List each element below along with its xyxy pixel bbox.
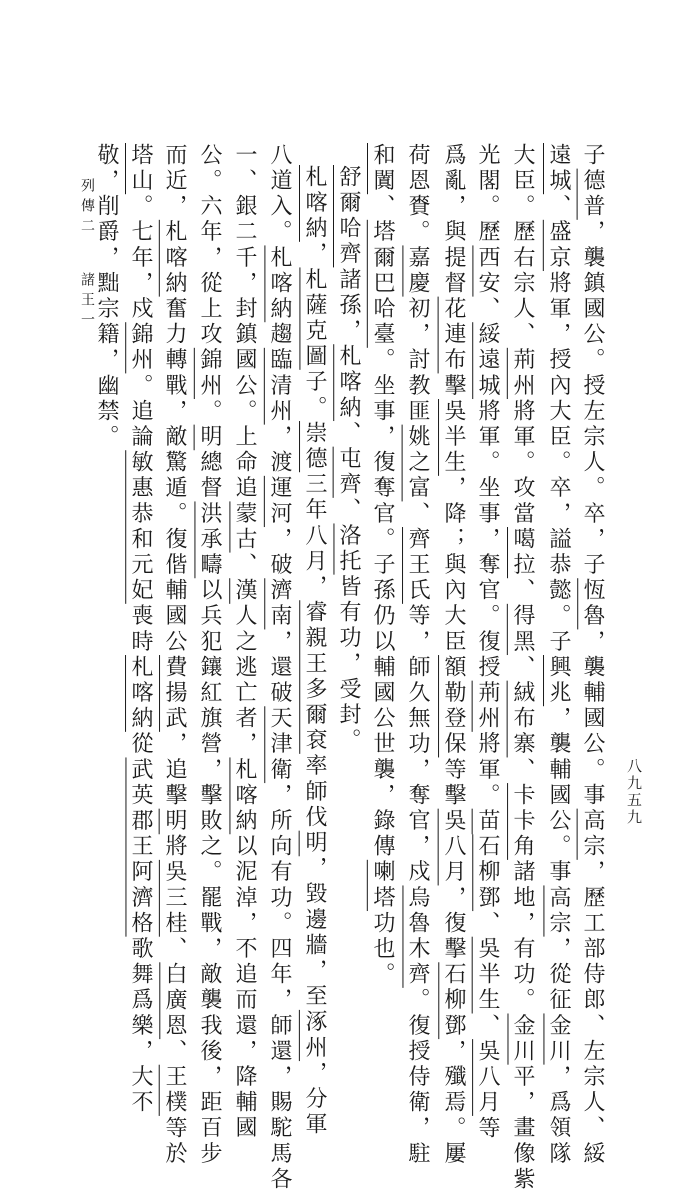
- proper-name: 遠城: [546, 143, 571, 195]
- proper-name: 洛托: [336, 523, 361, 575]
- proper-name: 金川: [510, 1013, 535, 1065]
- text-run: 諸地，有功。: [510, 859, 535, 1014]
- proper-name: 洪承疇: [197, 501, 222, 579]
- text-run: 等擊: [441, 757, 466, 809]
- proper-name: 白廣恩: [162, 962, 187, 1040]
- proper-name: 王樸: [162, 1064, 187, 1116]
- text-run: 皆有功，受封。: [336, 574, 361, 754]
- text-run: ，: [302, 241, 327, 268]
- text-run: 公。六年，從上攻: [197, 143, 222, 348]
- proper-name: 塔爾巴哈臺: [370, 219, 395, 348]
- proper-name: 盛京: [546, 219, 571, 272]
- text-run: 總督: [197, 450, 222, 502]
- text-run: 以泥淖，不追而還，降輔國: [232, 834, 257, 1142]
- proper-name: 高宗: [580, 808, 605, 860]
- text-run: 以兵犯鑲紅旗營，擊敗之。罷戰，敵襲我後，距百步: [197, 578, 222, 1168]
- proper-name: 嘉慶: [405, 245, 430, 297]
- text-column: [510, 143, 534, 1193]
- proper-name: 崇德: [302, 421, 327, 473]
- text-run: 、: [405, 501, 430, 528]
- proper-name: 明: [162, 808, 187, 835]
- text-run: 、: [510, 578, 535, 604]
- text-run: 功也。: [370, 911, 395, 988]
- text-run: ，破: [267, 527, 292, 579]
- text-column: [94, 143, 118, 450]
- text-run: 敬，削爵，黜宗籍，幽禁。: [94, 143, 119, 451]
- proper-name: 石柳鄧: [441, 962, 466, 1040]
- proper-name: 額勒登保: [441, 655, 466, 758]
- text-run: 擊: [441, 373, 466, 400]
- text-column: [546, 143, 570, 1167]
- proper-name: 明: [302, 830, 327, 857]
- text-run: 將軍。坐事，奪官。復授: [475, 399, 500, 681]
- proper-name: 錦州: [197, 347, 222, 400]
- text-column: [441, 143, 465, 1167]
- proper-name: 金川: [546, 1013, 571, 1065]
- proper-name: 荊州: [510, 347, 535, 400]
- text-run: 荷恩賚。: [405, 143, 430, 246]
- proper-name: 臨清州: [267, 347, 292, 425]
- text-column: [197, 143, 221, 1167]
- proper-name: 齊王氏: [405, 527, 430, 604]
- text-run: 一、銀二千，封鎮國公。上命追: [232, 143, 257, 502]
- proper-name: 興兆: [546, 655, 571, 707]
- proper-name: 得黑: [510, 603, 535, 656]
- text-run: 將軍。: [475, 731, 500, 809]
- proper-name: 札喀納: [128, 655, 153, 732]
- proper-name: 高宗: [546, 885, 571, 937]
- text-run: 。坐事，復奪官。子孫仍以輔國公世襲，錄傳: [370, 347, 395, 860]
- proper-name: 札喀納: [162, 219, 187, 297]
- proper-name: 絨布寨: [510, 680, 535, 758]
- proper-name: 吳八月: [441, 808, 466, 886]
- text-run: ，從征: [546, 936, 571, 1014]
- text-run: ，殲焉。屢: [441, 1039, 466, 1168]
- text-column: [475, 143, 499, 1142]
- text-run: 三年八月，: [302, 472, 327, 601]
- proper-name: 吳八月: [475, 1039, 500, 1116]
- proper-name: 舒爾哈齊: [336, 165, 361, 268]
- text-run: 平，畫像紫: [510, 1064, 535, 1193]
- text-run: ，渡: [267, 424, 292, 476]
- text-column: [267, 143, 291, 1193]
- text-run: 將軍。攻當: [510, 399, 535, 528]
- proper-name: 石柳鄧: [475, 834, 500, 912]
- proper-name: 荊州: [475, 680, 500, 732]
- proper-name: 吳半生: [441, 399, 466, 476]
- text-run: ，所向有功。四年，師還，賜駝馬各: [267, 783, 292, 1193]
- proper-name: 吳三桂: [162, 859, 187, 937]
- text-run: 率師伐: [302, 753, 327, 831]
- proper-name: 德普: [580, 168, 605, 220]
- text-run: 等: [475, 1115, 500, 1142]
- text-run: 喪時: [128, 603, 153, 656]
- text-column: [336, 165, 360, 754]
- text-run: 、: [475, 1013, 500, 1040]
- proper-name: 運河: [267, 475, 292, 528]
- text-run: 。: [197, 399, 222, 425]
- text-run: 諸孫，: [336, 267, 361, 345]
- proper-name: 武英郡王阿濟格: [128, 757, 153, 937]
- running-title-chapter: 列傳二: [79, 178, 95, 238]
- text-run: 、: [336, 421, 361, 447]
- text-run: ，襲輔國公。事: [580, 629, 605, 809]
- proper-name: 恆魯: [580, 578, 605, 630]
- text-run: 趨: [267, 322, 292, 348]
- proper-name: 札喀納: [267, 245, 292, 323]
- text-run: 。追論: [128, 373, 153, 451]
- proper-name: 蒙古: [232, 501, 257, 553]
- proper-name: 噶拉: [510, 527, 535, 579]
- proper-name: 綏遠城: [475, 322, 500, 400]
- proper-name: 札喀納: [232, 757, 257, 835]
- text-run: 歌舞爲樂，大不: [128, 936, 153, 1116]
- proper-name: 和闐: [370, 143, 395, 195]
- text-run: 而近，: [162, 143, 187, 220]
- proper-name: 札薩克圖: [302, 267, 327, 370]
- text-run: ，襲輔國公。事: [546, 706, 571, 886]
- text-run: ，還破: [267, 629, 292, 707]
- proper-name: 吳半生: [475, 936, 500, 1014]
- proper-name: 睿親王多爾袞: [302, 600, 327, 754]
- text-run: 等於: [162, 1115, 187, 1168]
- running-title-section: 諸王一: [79, 272, 95, 332]
- text-run: 爲亂，與提督: [441, 143, 466, 297]
- proper-name: 姚之富: [405, 424, 430, 502]
- text-run: ，襲鎮國公。授左宗人。卒，子: [580, 219, 605, 579]
- page-number: 八九五九: [625, 758, 643, 826]
- text-run: ，毀邊牆，至: [302, 856, 327, 1010]
- proper-name: 烏魯木齊: [405, 885, 430, 988]
- text-run: ，歷工部侍郎、左宗人、綏: [580, 859, 605, 1168]
- proper-name: 天津衛: [267, 706, 292, 784]
- text-run: ，降；與內大臣: [441, 475, 466, 656]
- proper-name: 錦州: [128, 322, 153, 374]
- proper-name: 苗: [475, 808, 500, 835]
- text-run: 、: [162, 936, 187, 963]
- text-column: [128, 143, 152, 1116]
- text-run: 大臣。歷右宗人、: [510, 143, 535, 348]
- text-run: 將: [162, 834, 187, 860]
- text-run: 、: [475, 296, 500, 323]
- text-run: 、: [475, 911, 500, 937]
- text-run: 。復授侍衛，駐: [405, 987, 430, 1168]
- text-run: 光閣。歷: [475, 143, 500, 246]
- text-run: 、: [336, 497, 361, 524]
- text-run: 人之逃亡者，: [232, 603, 257, 758]
- text-run: 初，討教匪: [405, 296, 430, 425]
- text-run: 、: [370, 194, 395, 220]
- text-run: 、: [162, 1039, 187, 1065]
- text-run: 、: [232, 552, 257, 579]
- proper-name: 西安: [475, 245, 500, 297]
- text-column: [302, 165, 326, 1138]
- text-run: ，復擊: [441, 885, 466, 963]
- text-run: ，爲領隊: [546, 1064, 571, 1168]
- proper-name: 屯齊: [336, 446, 361, 498]
- text-column: [370, 143, 394, 988]
- text-run: 從: [128, 731, 153, 758]
- proper-name: 喇塔: [370, 859, 395, 912]
- text-run: 奮力轉戰，敵驚遁。復偕輔國公: [162, 296, 187, 656]
- proper-name: 費揚武: [162, 655, 187, 732]
- text-column: [580, 143, 604, 1167]
- proper-name: 敏惠恭和元妃: [128, 450, 153, 604]
- text-run: 、: [510, 655, 535, 681]
- proper-name: 涿州: [302, 1009, 327, 1062]
- proper-name: 塔山: [128, 143, 153, 195]
- proper-name: 札喀納: [336, 344, 361, 422]
- text-run: 、: [510, 757, 535, 784]
- text-run: 八道入。: [267, 143, 292, 246]
- text-column: [405, 143, 429, 1167]
- text-run: 。七年，戍: [128, 194, 153, 323]
- text-run: 、: [546, 194, 571, 220]
- text-run: 子: [580, 143, 605, 169]
- text-column: [232, 143, 256, 1141]
- proper-name: 明: [197, 424, 222, 451]
- text-run: 將軍，授內大臣。卒，謚恭懿。子: [546, 271, 571, 656]
- text-run: 等，師久無功，奪官，戍: [405, 603, 430, 886]
- text-run: ，追擊: [162, 731, 187, 809]
- text-run: 子。: [302, 369, 327, 422]
- text-column: [162, 143, 186, 1167]
- proper-name: 札喀納: [302, 165, 327, 242]
- text-run: ，分軍: [302, 1061, 327, 1138]
- proper-name: 濟南: [267, 578, 292, 630]
- proper-name: 卡卡角: [510, 783, 535, 860]
- proper-name: 漢: [232, 578, 257, 604]
- proper-name: 花連布: [441, 296, 466, 374]
